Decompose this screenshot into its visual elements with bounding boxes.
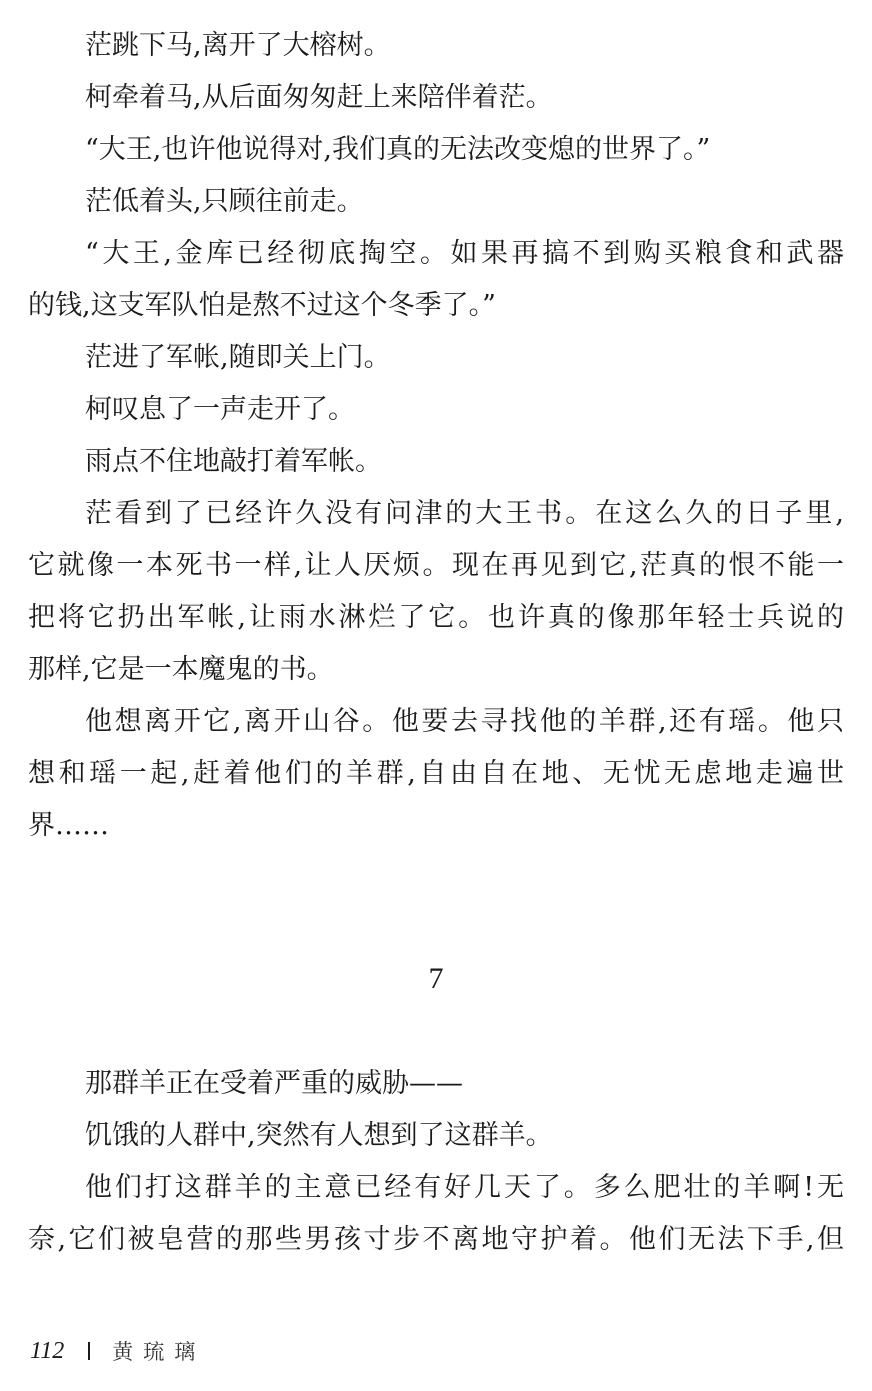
- paragraph-line: 茫低着头,只顾往前走。: [85, 186, 364, 217]
- paragraph-line: 雨点不住地敲打着军帐。: [85, 446, 382, 477]
- paragraph-line: 茫跳下马,离开了大榕树。: [85, 30, 391, 61]
- paragraph-line: 饥饿的人群中,突然有人想到了这群羊。: [85, 1120, 553, 1151]
- paragraph-line: 他们打这群羊的主意已经有好几天了。多么肥壮的羊啊!无: [85, 1172, 844, 1203]
- page-body-top: [28, 20, 844, 852]
- paragraph-line: 的钱,这支军队怕是熬不过这个冬季了。”: [28, 290, 496, 321]
- paragraph-line: 茫进了军帐,随即关上门。: [85, 342, 391, 373]
- paragraph-line: “大王,金库已经彻底掏空。如果再搞不到购买粮食和武器: [85, 238, 844, 269]
- paragraph-line: 茫看到了已经许久没有问津的大王书。在这么久的日子里,: [85, 498, 844, 529]
- page-number: 112: [30, 1337, 65, 1364]
- paragraph-line: 那群羊正在受着严重的威胁——: [85, 1068, 463, 1099]
- author-name: 黄琉璃: [112, 1340, 206, 1364]
- paragraph-line: 把将它扔出军帐,让雨水淋烂了它。也许真的像那年轻士兵说的: [28, 602, 844, 633]
- page-footer: [30, 1334, 205, 1368]
- chapter-body: [28, 1058, 844, 1266]
- paragraph-line: 柯叹息了一声走开了。: [85, 394, 355, 425]
- paragraph-line: 界……: [28, 810, 109, 841]
- chapter-number: 7: [428, 962, 444, 995]
- paragraph-line: 那样,它是一本魔鬼的书。: [28, 654, 334, 685]
- paragraph-line: 它就像一本死书一样,让人厌烦。现在再见到它,茫真的恨不能一: [28, 550, 844, 581]
- paragraph-line: 奈,它们被皂营的那些男孩寸步不离地守护着。他们无法下手,但: [28, 1224, 844, 1255]
- footer-divider: [88, 1342, 90, 1360]
- paragraph-line: “大王,也许他说得对,我们真的无法改变熄的世界了。”: [85, 134, 711, 165]
- paragraph-line: 他想离开它,离开山谷。他要去寻找他的羊群,还有瑶。他只: [85, 706, 844, 737]
- paragraph-line: 柯牵着马,从后面匆匆赶上来陪伴着茫。: [85, 82, 553, 113]
- paragraph-line: 想和瑶一起,赶着他们的羊群,自由自在地、无忧无虑地走遍世: [28, 758, 844, 789]
